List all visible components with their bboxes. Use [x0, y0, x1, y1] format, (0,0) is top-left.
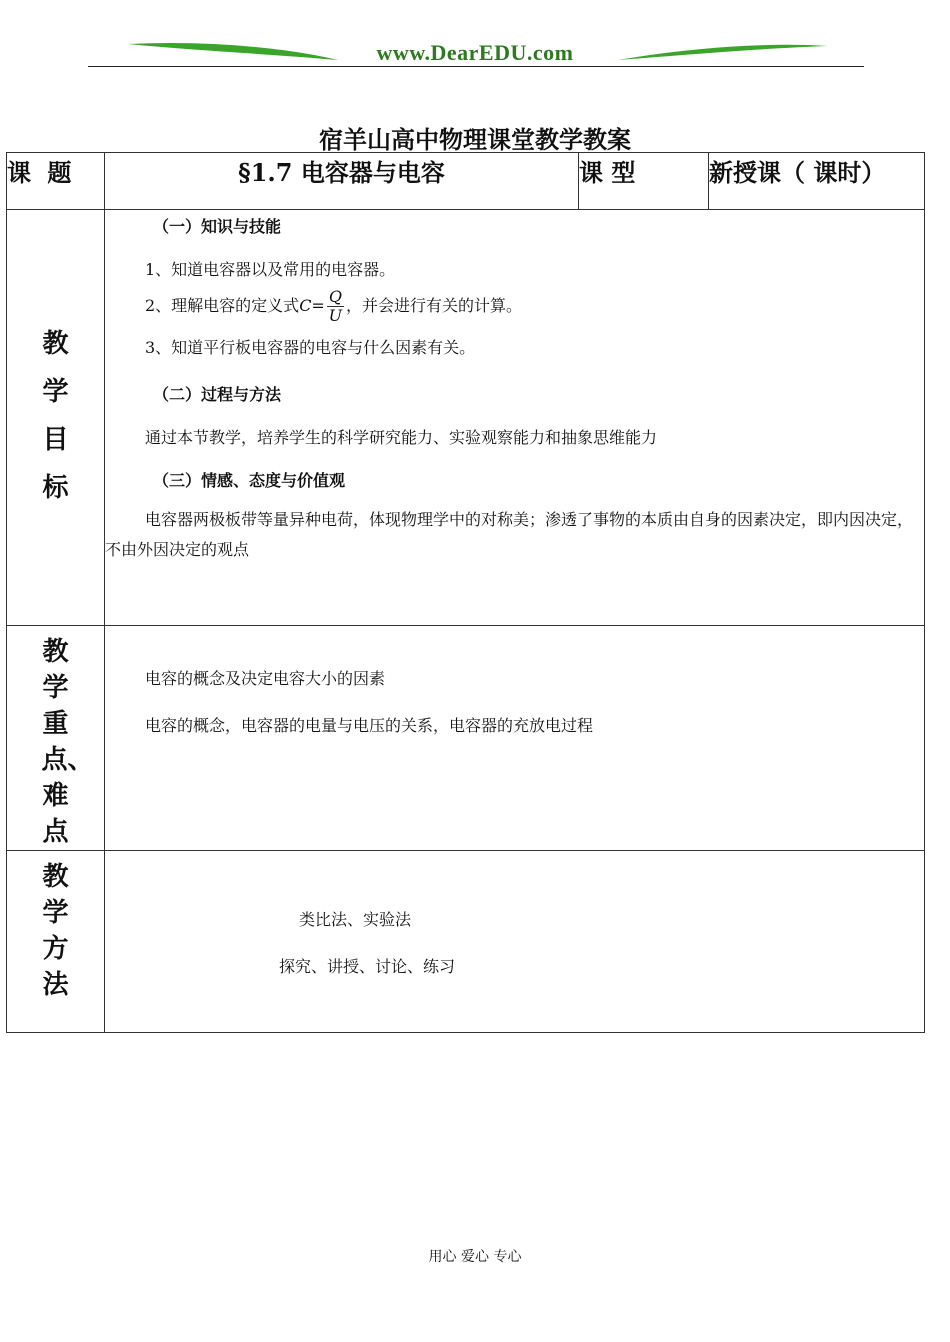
- topic-value: §1.7 电容器与电容: [105, 153, 579, 210]
- topic-label: 课 题: [7, 153, 105, 210]
- method-line-1: 类比法、实验法: [299, 910, 412, 929]
- attitude-text: 电容器两极板带等量异种电荷，体现物理学中的对称美；渗透了事物的本质由自身的因素决定，即内因决定，不由外因决定的观点: [105, 510, 914, 559]
- key-point-line-1: 电容的概念及决定电容大小的因素: [145, 669, 386, 688]
- section-heading-process: （二）过程与方法: [153, 385, 282, 404]
- objectives-label-cell: [7, 210, 105, 626]
- methods-row: [7, 851, 925, 1033]
- process-text: 通过本节教学，培养学生的科学研究能力、实验观察能力和抽象思维能力: [145, 428, 658, 447]
- objective-item-3: 3、知道平行板电容器的电容与什么因素有关。: [145, 338, 476, 357]
- header-rule: [88, 66, 864, 67]
- formula-lhs: C=: [299, 296, 325, 315]
- methods-content: [105, 851, 925, 1033]
- section-heading-knowledge: （一）知识与技能: [153, 217, 282, 236]
- key-point-line-2: 电容的概念，电容器的电量与电压的关系，电容器的充放电过程: [145, 716, 594, 735]
- capacitance-formula-fraction: [327, 288, 344, 325]
- key-points-label-cell: [7, 626, 105, 851]
- objective-item-2-text: 2、理解电容的定义式: [145, 296, 300, 315]
- methods-label: 教学方法: [42, 862, 69, 1000]
- type-label: 课 型: [579, 153, 709, 210]
- header-site-text: www.DearEDU.com: [376, 40, 574, 65]
- formula-numerator: Q: [328, 287, 342, 306]
- key-points-label: 教学重点、难点: [41, 637, 94, 847]
- page-footer: 用心 爱心 专心: [428, 1249, 522, 1265]
- objective-item-2: [145, 288, 924, 325]
- lesson-plan-table: [6, 152, 925, 1033]
- objective-item-1: 1、知道电容器以及常用的电容器。: [145, 260, 396, 279]
- type-value: 新授课（ 课时）: [709, 153, 925, 210]
- objectives-content: [105, 210, 925, 626]
- objectives-row: [7, 210, 925, 626]
- method-line-2: 探究、讲授、讨论、练习: [279, 957, 456, 976]
- section-heading-attitude: （三）情感、态度与价值观: [153, 471, 346, 490]
- methods-label-cell: [7, 851, 105, 1033]
- objectives-label: 教学目标: [42, 329, 69, 503]
- topic-row: [7, 153, 925, 210]
- key-points-row: [7, 626, 925, 851]
- formula-suffix: ，并会进行有关的计算。: [345, 296, 522, 315]
- formula-denominator: U: [328, 306, 343, 325]
- key-points-content: [105, 626, 925, 851]
- document-title: 宿羊山高中物理课堂教学教案: [319, 125, 631, 154]
